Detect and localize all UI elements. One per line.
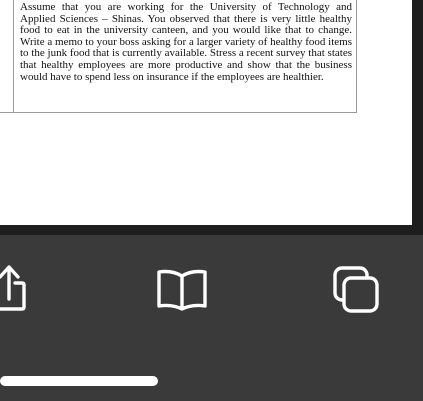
page-bottom-edge: [0, 225, 423, 235]
bookmarks-icon[interactable]: [156, 268, 208, 312]
table-left-cell: [0, 0, 13, 113]
page-edge: [412, 0, 423, 235]
home-indicator[interactable]: [0, 376, 158, 386]
tabs-icon[interactable]: [332, 265, 382, 315]
task-paragraph: Assume that you are working for the University of Technology and Applied Sciences – Shinas. You observed that there is very little healthy food to eat in the university canteen, and you would like that to change. Write a memo to your boss asking for a larger variety of healthy food items to the junk food that is currently available. Stress a recent survey that states that healthy employees are more productive and show that the business would have to spend less on insurance if the employees are healthier.: [20, 1, 352, 83]
share-icon[interactable]: [0, 263, 30, 313]
